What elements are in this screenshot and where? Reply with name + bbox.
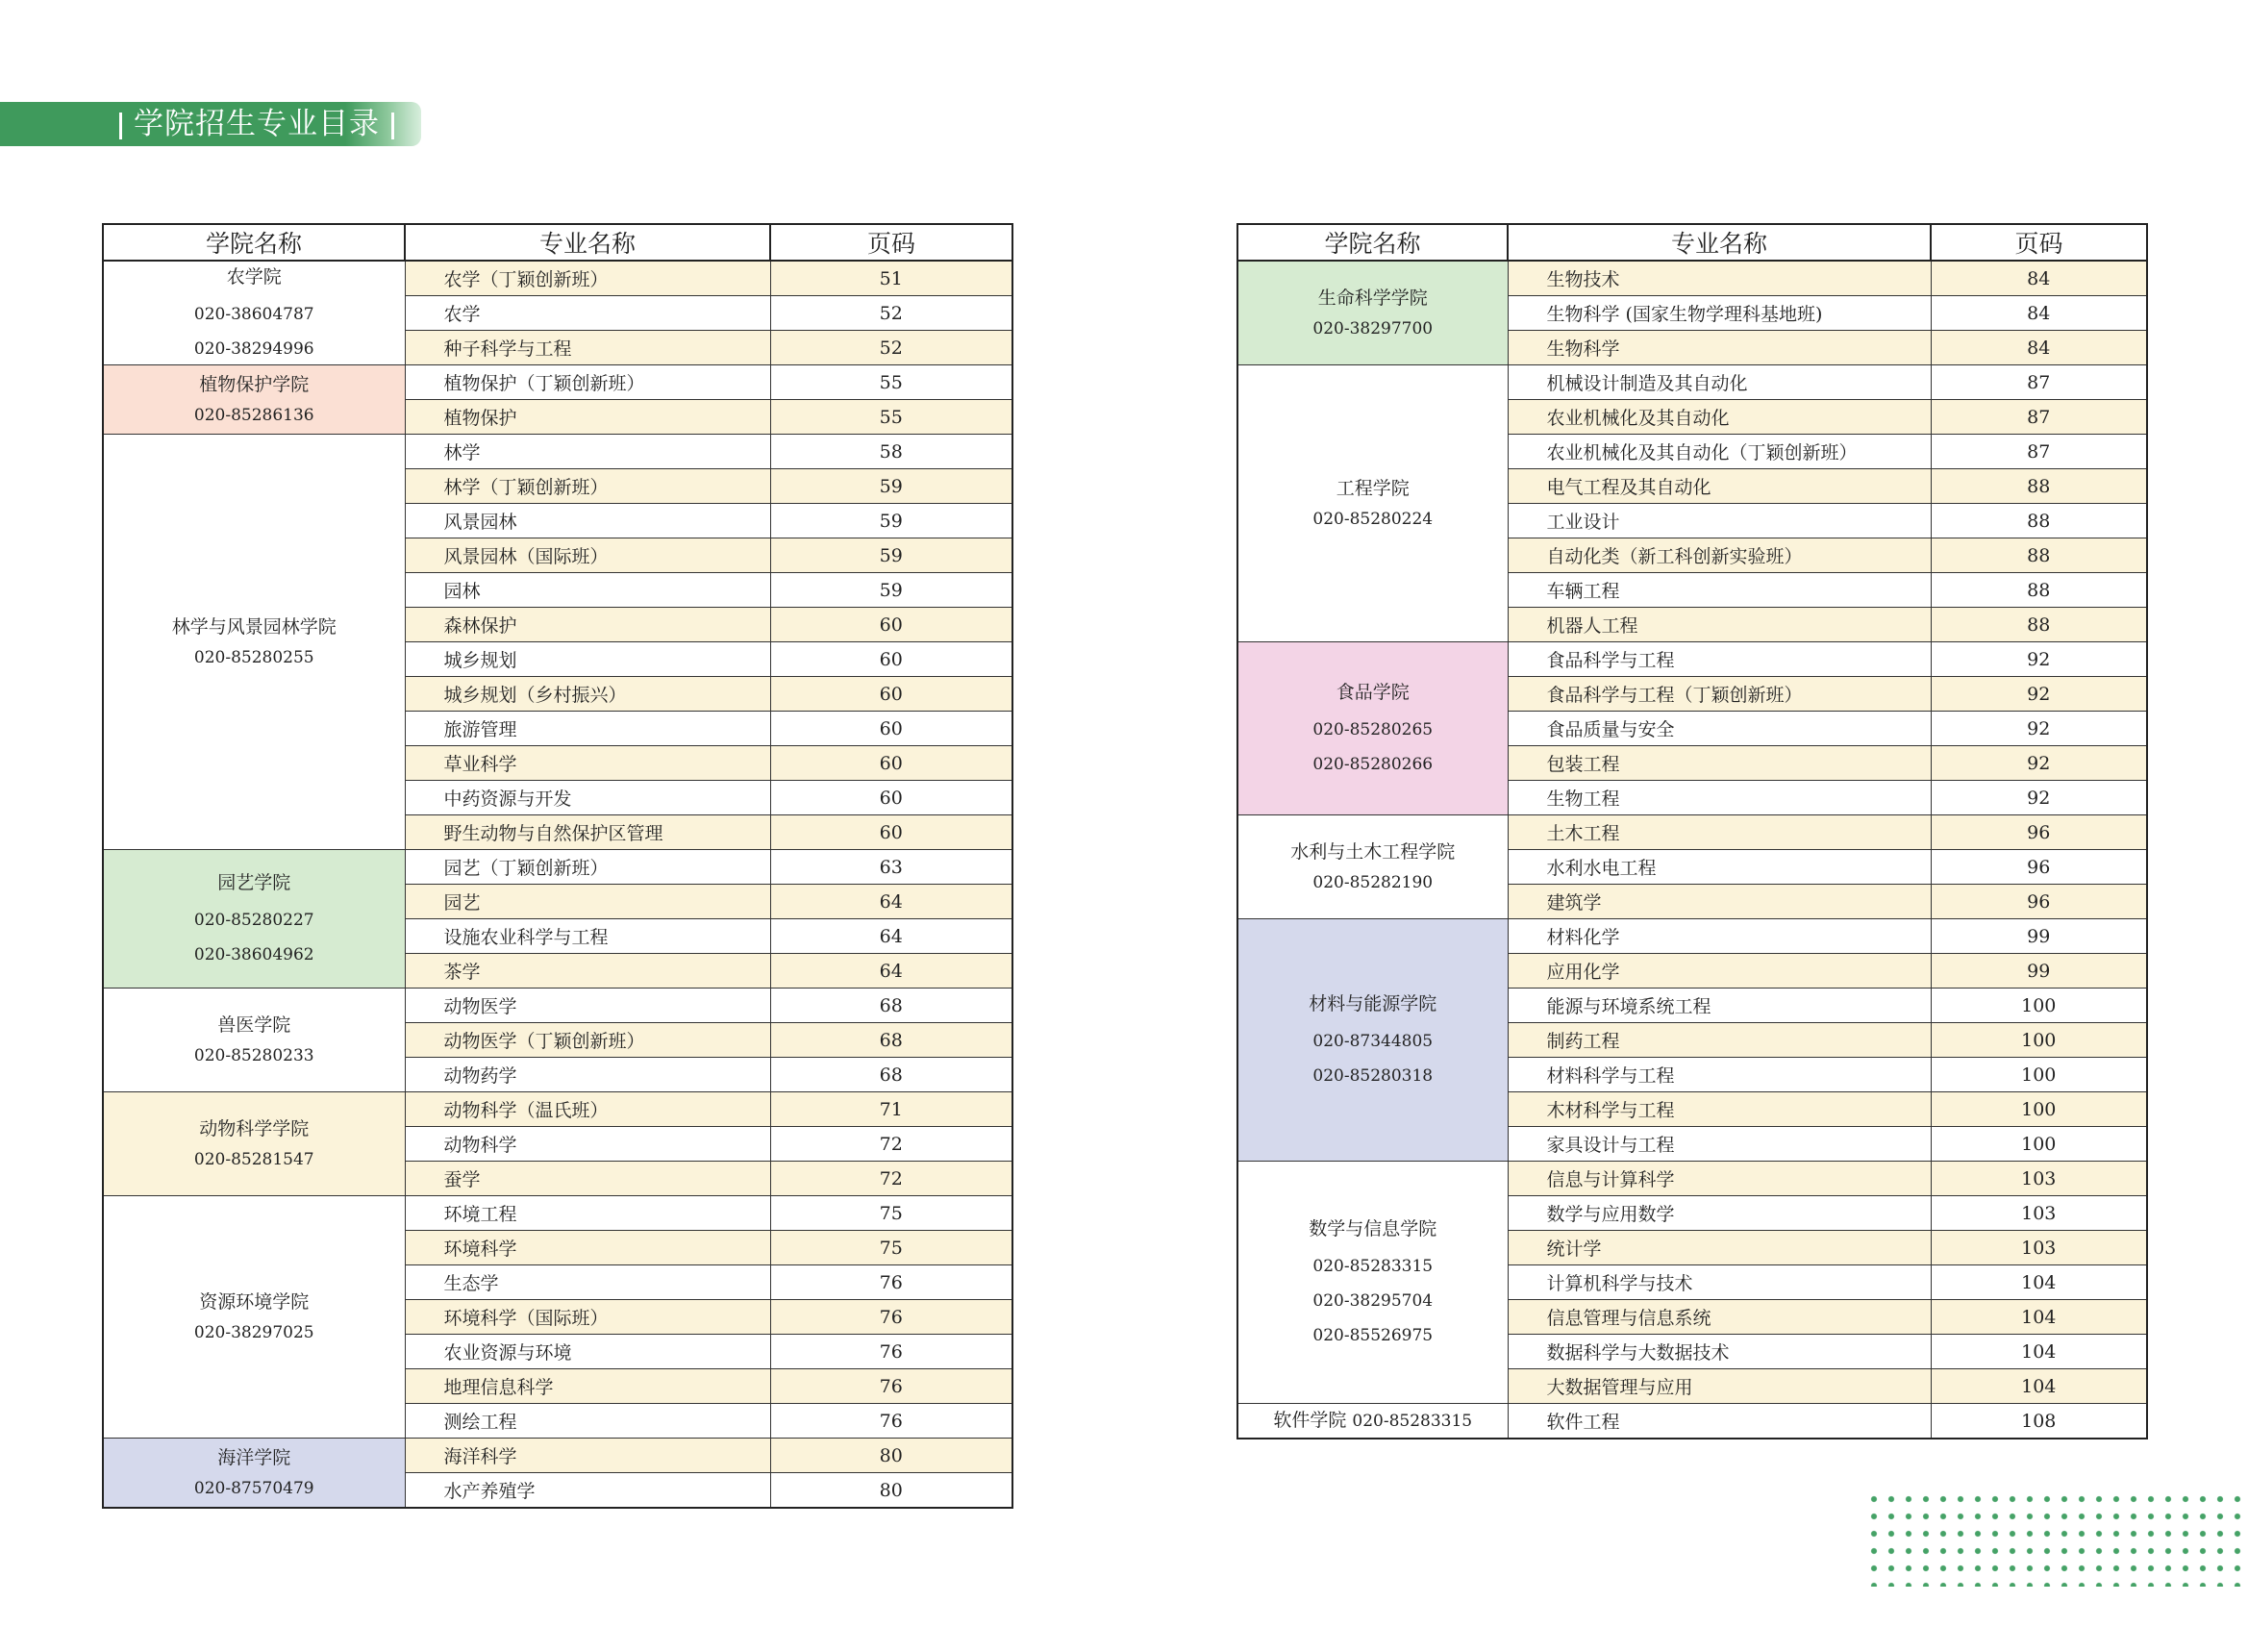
page-number: 72 [770, 1162, 1012, 1196]
major-name: 生物技术 [1508, 261, 1931, 296]
page-number: 60 [770, 712, 1012, 746]
college-cell [103, 1196, 405, 1439]
major-name: 食品科学与工程 [1508, 642, 1931, 677]
page-number: 104 [1931, 1300, 2147, 1335]
page-number: 100 [1931, 989, 2147, 1023]
major-name: 动物医学 [405, 989, 770, 1023]
college-phone: 020-85280255 [193, 648, 314, 668]
page-number: 80 [770, 1439, 1012, 1473]
page-number: 60 [770, 746, 1012, 781]
page-number: 108 [1931, 1404, 2147, 1439]
major-name: 环境工程 [405, 1196, 770, 1231]
table-row [1237, 919, 2147, 954]
page-number: 80 [770, 1473, 1012, 1509]
college-cell [1237, 365, 1508, 642]
major-name: 计算机科学与技术 [1508, 1265, 1931, 1300]
major-name: 草业科学 [405, 746, 770, 781]
decorative-dot-pattern [1865, 1490, 2248, 1587]
college-name: 园艺学院 [217, 872, 291, 894]
college-cell [103, 850, 405, 989]
page-number: 88 [1931, 469, 2147, 504]
left-table-body [103, 261, 1012, 1508]
college-phone: 020-85280227 [193, 910, 314, 930]
college-cell [103, 261, 405, 365]
college-cell [103, 1092, 405, 1196]
page-number: 88 [1931, 538, 2147, 573]
college-phone: 020-85280265 [1312, 719, 1434, 739]
table-row [103, 1196, 1012, 1231]
major-name: 应用化学 [1508, 954, 1931, 989]
college-cell [103, 989, 405, 1092]
college-phone: 020-87570479 [193, 1479, 314, 1499]
page-number: 92 [1931, 746, 2147, 781]
major-name: 林学（丁颖创新班） [405, 469, 770, 504]
page-number: 60 [770, 677, 1012, 712]
major-header: 专业名称 [1508, 224, 1931, 261]
major-name: 电气工程及其自动化 [1508, 469, 1931, 504]
page-number: 99 [1931, 954, 2147, 989]
major-name: 环境科学（国际班） [405, 1300, 770, 1335]
college-phone: 020-85526975 [1312, 1326, 1434, 1346]
college-name: 农学院 [226, 266, 282, 288]
major-name: 机器人工程 [1508, 608, 1931, 642]
college-cell [1237, 261, 1508, 365]
table-row [103, 850, 1012, 885]
page-number: 71 [770, 1092, 1012, 1127]
page-number: 76 [770, 1335, 1012, 1369]
page-number: 59 [770, 538, 1012, 573]
major-name: 车辆工程 [1508, 573, 1931, 608]
major-name: 测绘工程 [405, 1404, 770, 1439]
college-phone: 020-85283315 [1312, 1256, 1434, 1276]
page-number: 92 [1931, 781, 2147, 815]
page-number: 76 [770, 1369, 1012, 1404]
college-cell [103, 435, 405, 850]
major-name: 海洋科学 [405, 1439, 770, 1473]
page-number: 68 [770, 989, 1012, 1023]
college-phone: 020-85282190 [1312, 873, 1434, 893]
college-name: 资源环境学院 [199, 1290, 310, 1313]
header-bar-left-divider [119, 113, 122, 139]
major-name: 生态学 [405, 1265, 770, 1300]
page-number: 76 [770, 1300, 1012, 1335]
college-name: 动物科学学院 [199, 1117, 310, 1139]
page-number: 51 [770, 261, 1012, 296]
table-row [1237, 1404, 2147, 1439]
page-number: 60 [770, 781, 1012, 815]
page-number: 68 [770, 1023, 1012, 1058]
table-row [1237, 365, 2147, 400]
page-number: 59 [770, 469, 1012, 504]
college-phone: 020-85280266 [1312, 755, 1434, 775]
page-number: 96 [1931, 885, 2147, 919]
major-name: 水利水电工程 [1508, 850, 1931, 885]
page-header: 页码 [770, 224, 1012, 261]
page-number: 87 [1931, 365, 2147, 400]
page-number: 84 [1931, 261, 2147, 296]
page-number: 96 [1931, 815, 2147, 850]
page-number: 104 [1931, 1369, 2147, 1404]
page-number: 72 [770, 1127, 1012, 1162]
page-number: 75 [770, 1231, 1012, 1265]
page-number: 100 [1931, 1023, 2147, 1058]
page-number: 76 [770, 1265, 1012, 1300]
page-number: 104 [1931, 1335, 2147, 1369]
major-name: 大数据管理与应用 [1508, 1369, 1931, 1404]
college-phone: 020-38295704 [1312, 1291, 1434, 1312]
major-name: 生物科学 [1508, 331, 1931, 365]
page-number: 92 [1931, 677, 2147, 712]
header-title [108, 104, 406, 144]
page-number: 100 [1931, 1127, 2147, 1162]
table-row [103, 365, 1012, 400]
major-name: 环境科学 [405, 1231, 770, 1265]
major-name: 材料化学 [1508, 919, 1931, 954]
page-number: 60 [770, 608, 1012, 642]
page-number: 92 [1931, 642, 2147, 677]
page-number: 75 [770, 1196, 1012, 1231]
page-number: 103 [1931, 1162, 2147, 1196]
major-name: 农业机械化及其自动化（丁颖创新班） [1508, 435, 1931, 469]
college-phone: 020-85286136 [193, 406, 314, 426]
page-number: 60 [770, 642, 1012, 677]
major-name: 风景园林 [405, 504, 770, 538]
college-cell [1237, 1162, 1508, 1404]
major-name: 园林 [405, 573, 770, 608]
major-name: 园艺（丁颖创新班） [405, 850, 770, 885]
college-phone: 020-38297025 [193, 1323, 314, 1343]
page-number: 76 [770, 1404, 1012, 1439]
major-name: 城乡规划（乡村振兴） [405, 677, 770, 712]
page-number: 100 [1931, 1092, 2147, 1127]
table-row [103, 989, 1012, 1023]
page-number: 88 [1931, 608, 2147, 642]
major-name: 工业设计 [1508, 504, 1931, 538]
major-name: 农学（丁颖创新班） [405, 261, 770, 296]
major-name: 生物科学 (国家生物学理科基地班) [1508, 296, 1931, 331]
page-number: 87 [1931, 435, 2147, 469]
major-name: 自动化类（新工科创新实验班） [1508, 538, 1931, 573]
college-name: 水利与土木工程学院 [1290, 840, 1456, 863]
major-name: 数学与应用数学 [1508, 1196, 1931, 1231]
college-phone: 020-85280224 [1312, 510, 1434, 530]
major-name: 地理信息科学 [405, 1369, 770, 1404]
major-name: 茶学 [405, 954, 770, 989]
major-name: 森林保护 [405, 608, 770, 642]
major-name: 林学 [405, 435, 770, 469]
major-name: 旅游管理 [405, 712, 770, 746]
table-row [103, 435, 1012, 469]
page-number: 64 [770, 885, 1012, 919]
major-name: 动物药学 [405, 1058, 770, 1092]
college-phone: 020-85283315 [1352, 1411, 1473, 1431]
major-name: 信息与计算科学 [1508, 1162, 1931, 1196]
college-name: 食品学院 [1336, 682, 1410, 704]
college-phone: 020-85280233 [193, 1046, 314, 1066]
page-number: 59 [770, 504, 1012, 538]
major-name: 包装工程 [1508, 746, 1931, 781]
major-name: 土木工程 [1508, 815, 1931, 850]
major-name: 农业资源与环境 [405, 1335, 770, 1369]
major-name: 动物医学（丁颖创新班） [405, 1023, 770, 1058]
page-number: 103 [1931, 1231, 2147, 1265]
table-row [103, 261, 1012, 296]
major-name: 机械设计制造及其自动化 [1508, 365, 1931, 400]
page-number: 59 [770, 573, 1012, 608]
major-name: 植物保护（丁颖创新班） [405, 365, 770, 400]
major-name: 水产养殖学 [405, 1473, 770, 1509]
page-number: 64 [770, 919, 1012, 954]
table-row [103, 1439, 1012, 1473]
major-name: 食品科学与工程（丁颖创新班） [1508, 677, 1931, 712]
college-phone: 020-38294996 [193, 339, 314, 360]
major-name: 统计学 [1508, 1231, 1931, 1265]
page-number: 52 [770, 296, 1012, 331]
page-number: 55 [770, 365, 1012, 400]
right-table-body [1237, 261, 2147, 1439]
college-name: 材料与能源学院 [1309, 993, 1437, 1015]
page-number: 88 [1931, 504, 2147, 538]
college-cell [103, 365, 405, 435]
college-name: 海洋学院 [217, 1446, 291, 1468]
major-name: 蚕学 [405, 1162, 770, 1196]
major-name: 农学 [405, 296, 770, 331]
major-name: 制药工程 [1508, 1023, 1931, 1058]
college-cell [1237, 815, 1508, 919]
major-name: 园艺 [405, 885, 770, 919]
major-name: 软件工程 [1508, 1404, 1931, 1439]
table-row [103, 1092, 1012, 1127]
college-phone: 020-85280318 [1312, 1066, 1434, 1087]
major-name: 材料科学与工程 [1508, 1058, 1931, 1092]
college-name: 林学与风景园林学院 [171, 615, 337, 638]
major-name: 中药资源与开发 [405, 781, 770, 815]
college-phone: 020-38604787 [193, 304, 314, 324]
college-name: 工程学院 [1336, 477, 1410, 499]
page-number: 63 [770, 850, 1012, 885]
page-number: 84 [1931, 296, 2147, 331]
major-name: 设施农业科学与工程 [405, 919, 770, 954]
page-number: 52 [770, 331, 1012, 365]
college-phone: 020-38297700 [1312, 319, 1434, 339]
major-name: 植物保护 [405, 400, 770, 435]
page-number: 99 [1931, 919, 2147, 954]
college-header: 学院名称 [1237, 224, 1508, 261]
left-catalog-table [102, 223, 1013, 1509]
college-name: 软件学院 [1273, 1409, 1347, 1431]
college-cell [103, 1439, 405, 1509]
right-table-header [1237, 224, 2147, 261]
college-phone: 020-87344805 [1312, 1031, 1434, 1051]
table-row [1237, 1162, 2147, 1196]
college-header: 学院名称 [103, 224, 405, 261]
major-name: 城乡规划 [405, 642, 770, 677]
college-phone: 020-85281547 [193, 1150, 314, 1170]
table-row [1237, 642, 2147, 677]
major-name: 种子科学与工程 [405, 331, 770, 365]
page-number: 87 [1931, 400, 2147, 435]
page-number: 103 [1931, 1196, 2147, 1231]
major-name: 生物工程 [1508, 781, 1931, 815]
college-name: 植物保护学院 [199, 373, 310, 395]
major-name: 动物科学 [405, 1127, 770, 1162]
page-number: 68 [770, 1058, 1012, 1092]
major-name: 信息管理与信息系统 [1508, 1300, 1931, 1335]
major-name: 风景园林（国际班） [405, 538, 770, 573]
major-name: 食品质量与安全 [1508, 712, 1931, 746]
header-bar-right-divider [391, 113, 394, 139]
page-number: 100 [1931, 1058, 2147, 1092]
college-cell [1237, 1404, 1508, 1439]
page-header: 页码 [1931, 224, 2147, 261]
table-row [1237, 815, 2147, 850]
college-cell [1237, 642, 1508, 815]
right-catalog-table [1236, 223, 2148, 1439]
major-name: 家具设计与工程 [1508, 1127, 1931, 1162]
page-number: 58 [770, 435, 1012, 469]
major-name: 木材科学与工程 [1508, 1092, 1931, 1127]
college-name: 生命科学学院 [1317, 287, 1428, 309]
page-number: 84 [1931, 331, 2147, 365]
major-name: 能源与环境系统工程 [1508, 989, 1931, 1023]
college-cell [1237, 919, 1508, 1162]
table-row [1237, 261, 2147, 296]
major-name: 野生动物与自然保护区管理 [405, 815, 770, 850]
page-title: 学院招生专业目录 [134, 107, 380, 141]
page-number: 55 [770, 400, 1012, 435]
major-name: 动物科学（温氏班） [405, 1092, 770, 1127]
major-header: 专业名称 [405, 224, 770, 261]
college-name: 数学与信息学院 [1309, 1218, 1437, 1240]
major-name: 农业机械化及其自动化 [1508, 400, 1931, 435]
college-name: 兽医学院 [217, 1014, 291, 1036]
major-name: 数据科学与大数据技术 [1508, 1335, 1931, 1369]
left-table-header [103, 224, 1012, 261]
page-number: 88 [1931, 573, 2147, 608]
major-name: 建筑学 [1508, 885, 1931, 919]
page-number: 96 [1931, 850, 2147, 885]
page-number: 64 [770, 954, 1012, 989]
page-number: 104 [1931, 1265, 2147, 1300]
college-phone: 020-38604962 [193, 945, 314, 965]
page-number: 92 [1931, 712, 2147, 746]
page-number: 60 [770, 815, 1012, 850]
